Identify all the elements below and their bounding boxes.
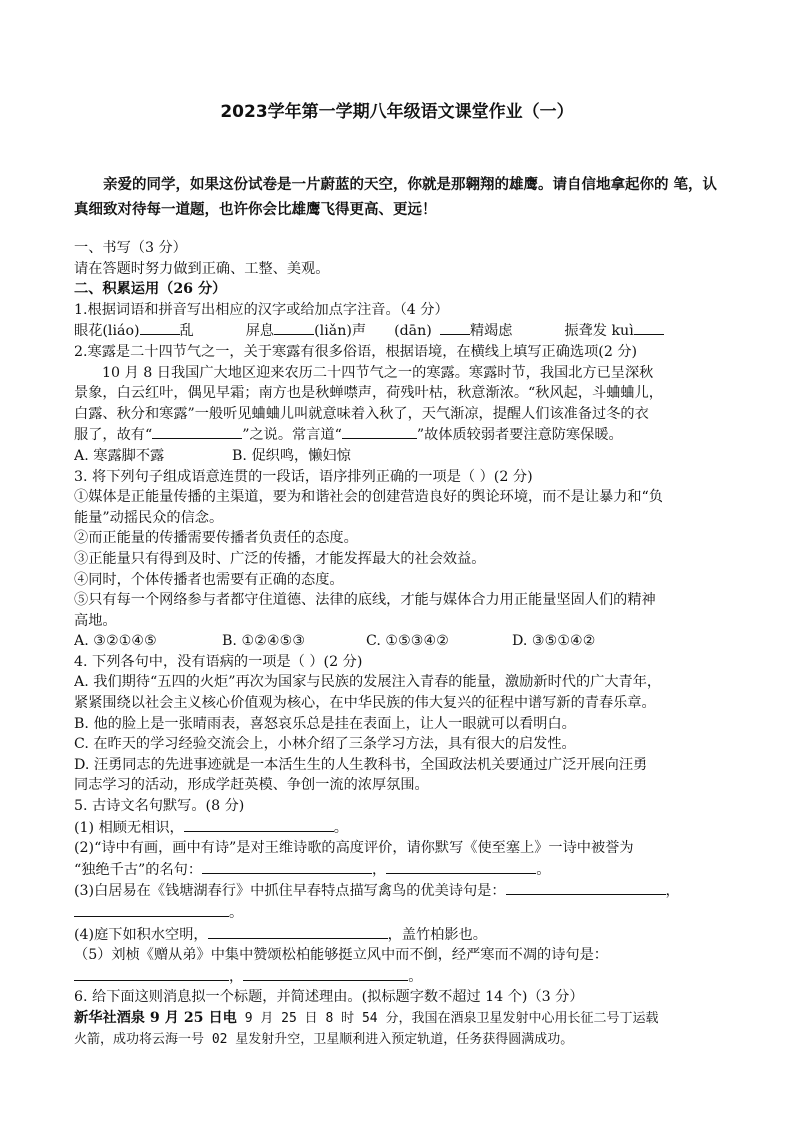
q4-option-b: B. 他的脸上是一张晴雨表，喜怒哀乐总是挂在表面上，让人一眼就可以看明白。 [74,715,576,732]
q5-item-5-suffix: 。 [408,968,423,985]
q3-sentence-4: ④同时，个体传播者也需要有正确的态度。 [74,571,344,588]
q4-option-c: C. 在昨天的学习经验交流会上，小林介绍了三条学习方法，具有很大的启发性。 [74,736,576,753]
q2-passage-line-4 [74,424,726,446]
section-2-heading: 二、积累运用（26 分） [74,281,227,298]
q5-item-4-suffix: ，盖竹柏影也。 [387,926,487,943]
q3-sentence-1b: 能量”动摇民众的信念。 [74,509,224,526]
q4-stem: 4. 下列各句中，没有语病的一项是（ ）(2 分) [74,653,363,670]
q1-item-c-prefix: (dān) [394,323,432,340]
q3-sentence-5a: ⑤只有每一个网络参与者都守住道德、法律的底线，才能与媒体合力用正能量坚固人们的精神 [74,592,656,609]
q5-blank-3b[interactable] [74,902,229,917]
q3-stem: 3. 将下列句子组成语意连贯的一段话，语序排列正确的一项是（ ）(2 分) [74,468,533,485]
q3-sentence-3: ③正能量只有得到及时、广泛的传播，才能发挥最大的社会效益。 [74,550,486,567]
q5-blank-5b[interactable] [243,966,408,981]
q6-news-text-1: 9 月 25 日 8 时 54 分，我国在酒泉卫星发射中心用长征二号丁运载 [236,1010,659,1026]
q4-option-d-line-2: 同志学习的活动，形成学赶英模、争创一流的浓厚氛围。 [74,777,429,794]
q5-item-2-prefix: “独绝千古”的名句： [74,861,203,878]
q5-item-4-prefix: (4)庭下如积水空明， [74,926,208,943]
q2-line4-end: ”故体质较弱者要注意防寒保暖。 [416,427,623,444]
q5-item-3-suffix: 。 [229,905,244,921]
q3-option-a: A. ③②①④⑤ [74,633,157,650]
q5-item-2-line-1: (2)“诗中有画，画中有诗”是对王维诗歌的高度评价，请你默写《使至塞上》一诗中被誉为 [74,840,634,857]
q5-item-2-comma: ， [372,861,387,878]
q5-item-3-comma: ， [665,883,680,900]
q5-blank-3a[interactable] [506,880,666,895]
q4-option-a-line-2: 紧紧围绕以社会主义核心价值观为核心，在中华民族的伟大复兴的征程中谱写新的青春乐章。 [74,695,656,712]
q2-passage-line-2: 景象，白云红叶，偶见早霜；南方也是秋蝉噤声，荷残叶枯，秋意渐浓。“秋风起，斗蛐蛐儿， [74,385,663,402]
q6-news-line-1 [74,1008,726,1030]
q5-item-3-line-2 [74,902,726,924]
q2-line4-mid: ”之说。常言道“ [242,427,342,444]
q2-options [74,446,726,467]
intro-paragraph: 亲爱的同学，如果这份试卷是一片蔚蓝的天空，你就是那翱翔的雄鹰。请自信地拿起你的 笔，认真细致对待每一道题，也许你会比雄鹰飞得更高、更远！ [74,177,718,218]
q3-options [74,631,726,652]
q5-blank-1[interactable] [184,817,334,832]
q1-blank-c[interactable] [440,320,470,335]
q1-stem: 1.根据词语和拼音写出相应的汉字或给加点字注音。（4 分） [74,301,449,318]
q4-option-a-line-1: A. 我们期待“五四的火炬”再次为国家与民族的发展注入青春的能量，激励新时代的广大青年， [74,674,662,691]
q5-blank-4[interactable] [208,924,388,939]
q5-item-5-line-1: （5）刘桢《赠从弟》中集中赞颂松柏能够挺立风中而不倒，经严寒而不凋的诗句是： [74,947,608,964]
q2-blank-1[interactable] [152,424,242,439]
q5-item-1-suffix: 。 [333,819,348,836]
worksheet-body [74,238,726,1050]
q5-stem: 5. 古诗文名句默写。(8 分) [74,798,245,815]
q1-item-d-prefix: 振聋发 kuì [564,323,634,340]
q3-sentence-2: ②而正能量的传播需要传播者负责任的态度。 [74,530,358,547]
q5-item-5-comma: ， [229,968,244,985]
q2-blank-2[interactable] [342,424,417,439]
q2-passage-line-3: 白露、秋分和寒露”一般听见蛐蛐儿叫就意味着入秋了，天气渐凉，提醒人们该准备过冬的衣 [74,405,649,422]
q3-option-d: D. ③⑤①④② [512,633,596,650]
q1-item-a-prefix: 眼花(liáo) [74,323,140,340]
q2-passage-line-1: 10 月 8 日我国广大地区迎来农历二十四节气之一的寒露。寒露时节，我国北方已呈深秋 [102,364,654,381]
q1-item-b-prefix: 屏息 [245,323,275,340]
q3-sentence-5b: 高地。 [74,612,117,629]
q2-stem: 2.寒露是二十四节气之一，关于寒露有很多俗语，根据语境，在横线上填写正确选项(2 分) [74,343,638,360]
q2-line4-start: 服了，故有“ [74,427,153,444]
q6-stem: 6. 给下面这则消息拟一个标题，并简述理由。(拟标题字数不超过 14 个)（3 分） [74,989,584,1006]
q1-blank-a[interactable] [140,320,180,335]
q3-option-c: C. ①⑤③④② [366,633,449,650]
q1-blank-d[interactable] [634,320,664,335]
q1-blank-b[interactable] [274,320,314,335]
q1-item-b-suffix: (liǎn)声 [314,323,367,340]
page-title: 2023学年第一学期八年级语文课堂作业（一） [220,102,574,122]
q1-item-c-suffix: 精竭虑 [469,323,513,340]
q1-item-a-suffix: 乱 [179,323,194,340]
q3-sentence-1a: ①媒体是正能量传播的主渠道，要为和谐社会的创建营造良好的舆论环境，而不是让暴力和“负 [74,489,663,506]
q4-option-d-line-1: D. 汪勇同志的先进事迹就是一本活生生的人生教科书，全国政法机关要通过广泛开展向汪勇 [74,756,648,773]
q5-item-2-line-2 [74,859,726,881]
q5-item-1-prefix: (1) 相顾无相识， [74,819,184,836]
q5-blank-2a[interactable] [202,859,372,874]
q2-option-b: B. 促织鸣，懒妇惊 [232,447,351,464]
q3-option-b: B. ①②④⑤③ [222,633,306,650]
q5-blank-2b[interactable] [386,859,536,874]
q5-item-4 [74,924,726,946]
q5-item-5-line-2 [74,966,726,988]
q6-news-line-2: 火箭，成功将云海一号 02 星发射升空，卫星顺利进入预定轨道，任务获得圆满成功。 [74,1031,574,1047]
section-1-heading: 一、书写（3 分） [74,240,187,256]
q2-option-a: A. 寒露脚不露 [74,447,165,464]
q6-news-dateline: 新华社酒泉 9 月 25 日电 [74,1009,237,1026]
q5-item-1 [74,817,726,839]
q1-items [74,320,726,342]
section-1-instruction: 请在答题时努力做到正确、工整、美观。 [74,260,330,277]
q5-blank-5a[interactable] [74,966,229,981]
q5-item-3-line-1 [74,880,726,902]
q5-item-2-suffix: 。 [536,861,551,878]
q5-item-3-prefix: (3)白居易在《钱塘湖春行》中抓住早春特点描写禽鸟的优美诗句是： [74,883,506,900]
